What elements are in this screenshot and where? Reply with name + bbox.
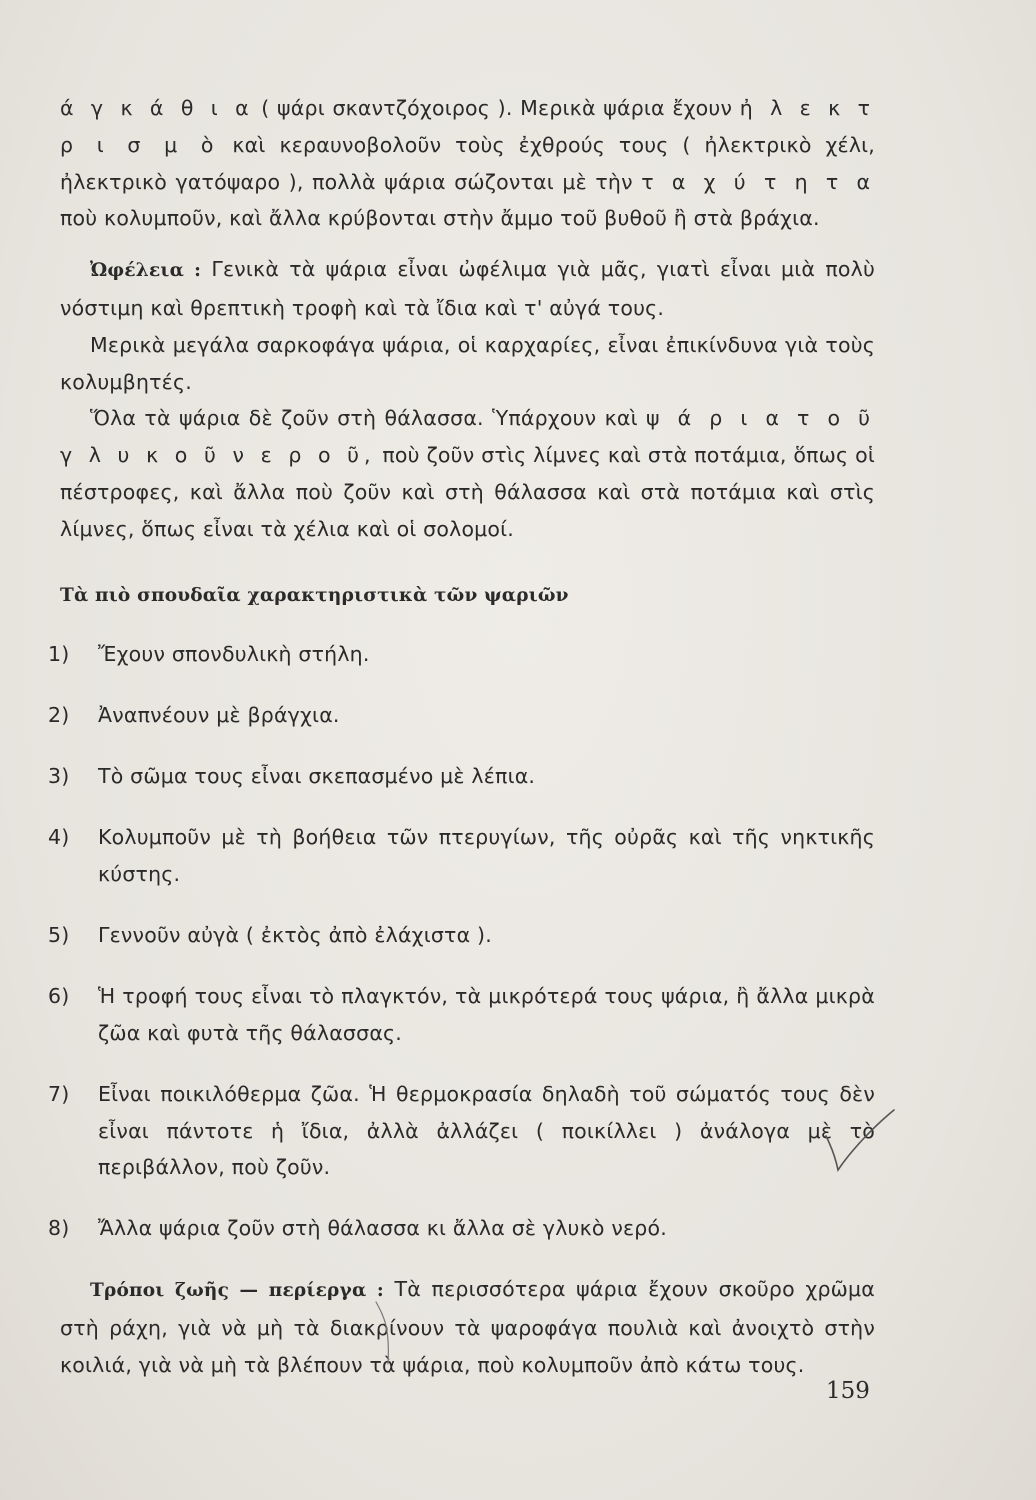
list-item: 7) Εἶναι ποικιλόθερμα ζῶα. Ἡ θερμοκρασία δηλαδὴ τοῦ σώματός τους δὲν εἶναι πάντοτε ἡ ἴδια, ἀλλὰ ἀλλάζει ( ποικίλλει ) ἀνάλογα μὲ τὸ περιβάλλον, ποὺ ζοῦν. (48, 1081, 875, 1180)
spaced-term: ἠ λ ε κ τ ρ ι σ μ ὸ (60, 96, 875, 157)
handwritten-check-mark (820, 1108, 900, 1178)
paragraph-defense: ά γ κ ά θ ι α ( ψάρι σκαντζόχοιρος ). Μερικὰ ψάρια ἔχουν ἠ λ ε κ τ ρ ι σ μ ὸ καὶ κεραυνοβολοῦν τοὺς ἐχθρούς τους ( ἠλεκτρικὸ χέλι, ἠλεκτρικὸ γατόψαρο ), πολλὰ ψάρια σώζονται μὲ τὴν τ α χ ύ τ η τ α ποὺ κολυμποῦν, καὶ ἄλλα κρύβονται στὴν ἄμμο τοῦ βυθοῦ ἢ στὰ βράχια. (60, 96, 876, 231)
list-item: 3) Τὸ σῶμα τους εἶναι σκεπασμένο μὲ λέπια. (48, 764, 536, 789)
list-item: 1) Ἔχουν σπονδυλικὴ στήλη. (48, 642, 370, 667)
benefits-label: Ὠφέλεια : (90, 260, 202, 282)
lifestyle-label: Τρόποι ζωῆς — περίεργα : (90, 1280, 384, 1302)
characteristics-list (48, 636, 875, 1247)
paragraph-freshwater: Ὅλα τὰ ψάρια δὲ ζοῦν στὴ θάλασσα. Ὑπάρχουν καὶ ψ ά ρ ι α τ ο ῦ γ λ υ κ ο ῦ ν ε ρ ο ῦ, ποὺ ζοῦν στὶς λίμνες καὶ στὰ ποτάμια, ὅπως οἱ πέστροφες, καὶ ἄλλα ποὺ ζοῦν καὶ στὴ θάλασσα καὶ στὰ ποτάμια καὶ στὶς λίμνες, ὅπως εἶναι τὰ χέλια καὶ οἱ σολομοί. (60, 406, 876, 541)
handwritten-margin-mark (372, 1298, 402, 1368)
spaced-term: ψ ά ρ ι α τ ο ῦ γ λ υ κ ο ῦ ν ε ρ ο ῦ, (60, 406, 876, 468)
page-text (48, 90, 876, 1384)
list-item: 6) Ἡ τροφή τους εἶναι τὸ πλαγκτόν, τὰ μικρότερά τους ψάρια, ἢ ἄλλα μικρὰ ζῶα καὶ φυτὰ τῆς θάλασσας. (48, 984, 875, 1045)
spaced-term: τ α χ ύ τ η τ α (641, 169, 875, 194)
spaced-term: ά γ κ ά θ ι α (60, 96, 254, 120)
list-item: 5) Γεννοῦν αὐγὰ ( ἐκτὸς ἀπὸ ἐλάχιστα ). (48, 923, 492, 948)
list-item: 8) Ἄλλα ψάρια ζοῦν στὴ θάλασσα κι ἄλλα σὲ γλυκὸ νερό. (48, 1216, 667, 1241)
section-heading: Τὰ πιὸ σπουδαῖα χαρακτηριστικὰ τῶν ψαριῶν (60, 584, 569, 606)
paragraph-lifestyle: Τρόποι ζωῆς — περίεργα : Τὰ περισσότερα ψάρια ἔχουν σκοῦρο χρῶμα στὴ ράχη, γιὰ νὰ μὴ τὰ διακρίνουν τὰ ψαροφάγα πουλιὰ καὶ ἀνοιχτὸ στὴν κοιλιά, γιὰ νὰ μὴ τὰ βλέπουν τὰ ψάρια, ποὺ κολυμποῦν ἀπὸ κάτω τους. (60, 1277, 875, 1378)
list-item: 4) Κολυμποῦν μὲ τὴ βοήθεια τῶν πτερυγίων, τῆς οὐρᾶς καὶ τῆς νηκτικῆς κύστης. (48, 825, 875, 887)
paragraph-benefits: Ὠφέλεια : Γενικὰ τὰ ψάρια εἶναι ὠφέλιμα γιὰ μᾶς, γιατὶ εἶναι μιὰ πολὺ νόστιμη καὶ θρεπτικὴ τροφὴ καὶ τὰ ἴδια καὶ τ' αὐγά τους. (60, 257, 876, 320)
paragraph-sharks: Μερικὰ μεγάλα σαρκοφάγα ψάρια, οἱ καρχαρίες, εἶναι ἐπικίνδυνα γιὰ τοὺς κολυμβητές. (60, 332, 875, 394)
list-item: 2) Ἀναπνέουν μὲ βράγχια. (48, 703, 340, 728)
page-number: 159 (826, 1378, 870, 1404)
